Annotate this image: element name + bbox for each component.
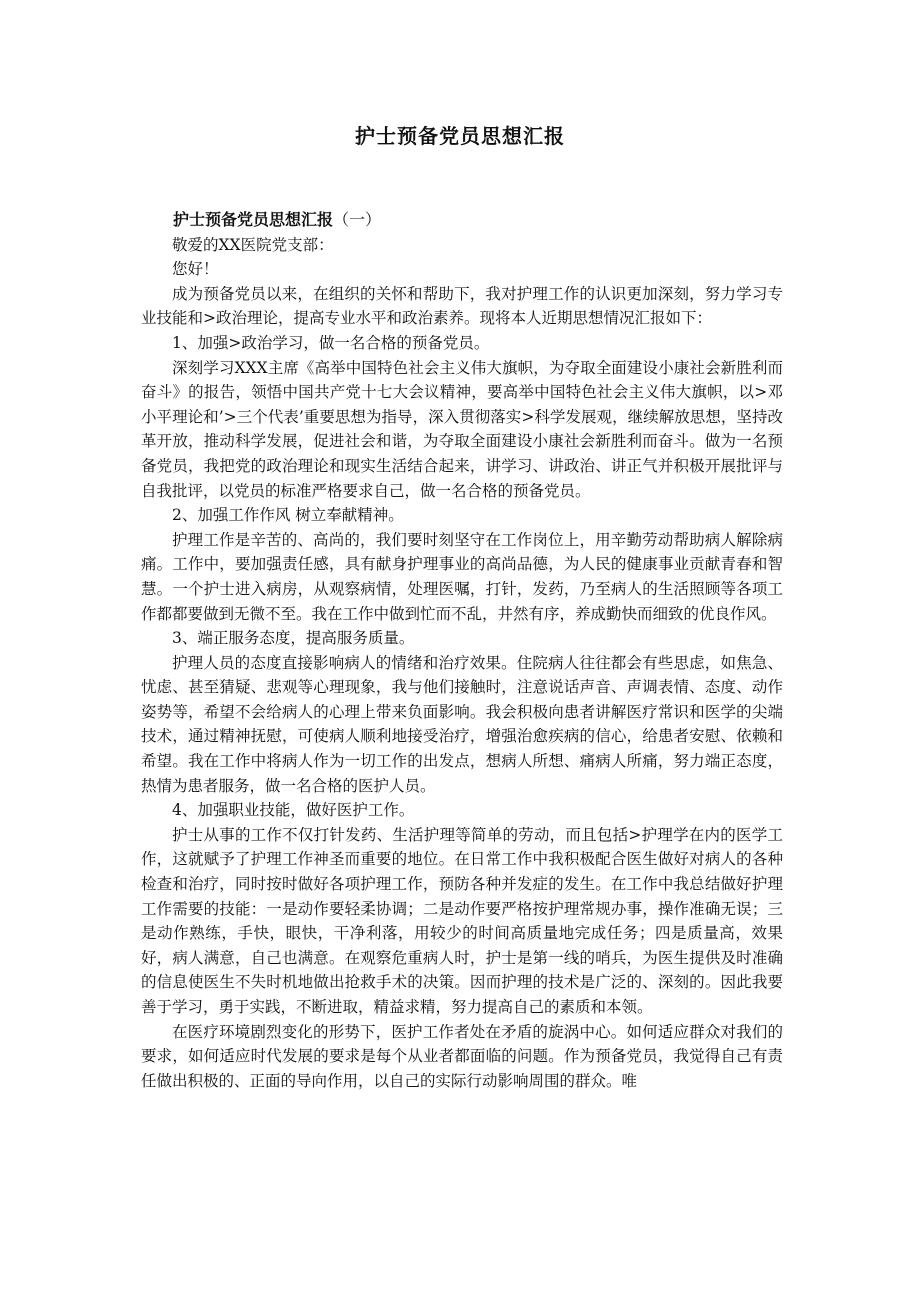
paragraph-closing: 在医疗环境剧烈变化的形势下，医护工作者处在矛盾的旋涡中心。如何适应群众对我们的要求，如何适应时代发展的要求是每个从业者都面临的问题。作为预备党员，我觉得自己有责任做出积极的、正面的导向作用，以自己的实际行动影响周围的群众。唯 [141, 1022, 783, 1090]
section-heading [141, 208, 783, 233]
point-heading-4: 4、加强职业技能，做好医护工作。 [172, 801, 415, 820]
section-heading-number: （一） [333, 210, 382, 229]
document-title: 护士预备党员思想汇报 [355, 124, 565, 148]
section-heading-text: 护士预备党员思想汇报 [173, 210, 334, 229]
point-heading-3: 3、端正服务态度，提高服务质量。 [172, 629, 415, 648]
paragraph-1: 深刻学习XXX主席《高举中国特色社会主义伟大旗帜，为夺取全面建设小康社会新胜利而奋斗》的报告，领悟中国共产党十七大会议精神，要高举中国特色社会主义伟大旗帜，以>邓小平理论和’>三个代表’重要思想为指导，深入贯彻落实>科学发展观，继续解放思想，坚持改革开放，推动科学发展，促进社会和谐，为夺取全面建设小康社会新胜利而奋斗。做为一名预备党员，我把党的政治理论和现实生活结合起来，讲学习、讲政治、讲正气并积极开展批评与自我批评，以党员的标准严格要求自己，做一名合格的预备党员。 [141, 358, 783, 500]
paragraph-intro: 成为预备党员以来，在组织的关怀和帮助下，我对护理工作的认识更加深刻，努力学习专业技能和>政治理论，提高专业水平和政治素养。现将本人近期思想情况汇报如下： [141, 284, 783, 328]
document-body [141, 208, 783, 1093]
point-heading-1: 1、加强>政治学习，做一名合格的预备党员。 [172, 333, 490, 352]
greeting: 您好！ [172, 260, 219, 279]
point-heading-2: 2、加强工作作风 树立奉献精神。 [172, 506, 404, 525]
paragraph-3: 护理人员的态度直接影响病人的情绪和治疗效果。住院病人往往都会有些思虑，如焦急、忧虑、甚至猜疑、悲观等心理现象，我与他们接触时，注意说话声音、声调表情、态度、动作姿势等，希望不会给病人的心理上带来负面影响。我会积极向患者讲解医疗常识和医学的尖端技术，通过精神抚慰，可使病人顺利地接受治疗，增强治愈疾病的信心，给患者安慰、依赖和希望。我在工作中将病人作为一切工作的出发点，想病人所想、痛病人所痛，努力端正态度，热情为患者服务，做一名合格的医护人员。 [141, 653, 783, 795]
paragraph-4: 护士从事的工作不仅打针发药、生活护理等简单的劳动，而且包括>护理学在内的医学工作，这就赋予了护理工作神圣而重要的地位。在日常工作中我积极配合医生做好对病人的各种检查和治疗，同时按时做好各项护理工作，预防各种并发症的发生。在工作中我总结做好护理工作需要的技能：一是动作要轻柔协调；二是动作要严格按护理常规办事，操作准确无误；三是动作熟练，手快，眼快，干净利落，用较少的时间高质量地完成任务；四是质量高，效果好，病人满意，自己也满意。在观察危重病人时，护士是第一线的哨兵，为医生提供及时准确的信息使医生不失时机地做出抢救手术的决策。因而护理的技术是广泛的、深刻的。因此我要善于学习，勇于实践，不断进取，精益求精，努力提高自己的素质和本领。 [141, 825, 783, 1016]
salutation: 敬爱的XX医院党支部： [172, 235, 334, 254]
paragraph-2: 护理工作是辛苦的、高尚的，我们要时刻坚守在工作岗位上，用辛勤劳动帮助病人解除病痛。工作中，要加强责任感，具有献身护理事业的高尚品德，为人民的健康事业贡献青春和智慧。一个护士进入病房，从观察病情，处理医嘱，打针，发药，乃至病人的生活照顾等各项工作都都要做到无微不至。我在工作中做到忙而不乱，井然有序，养成勤快而细致的优良作风。 [141, 530, 783, 623]
